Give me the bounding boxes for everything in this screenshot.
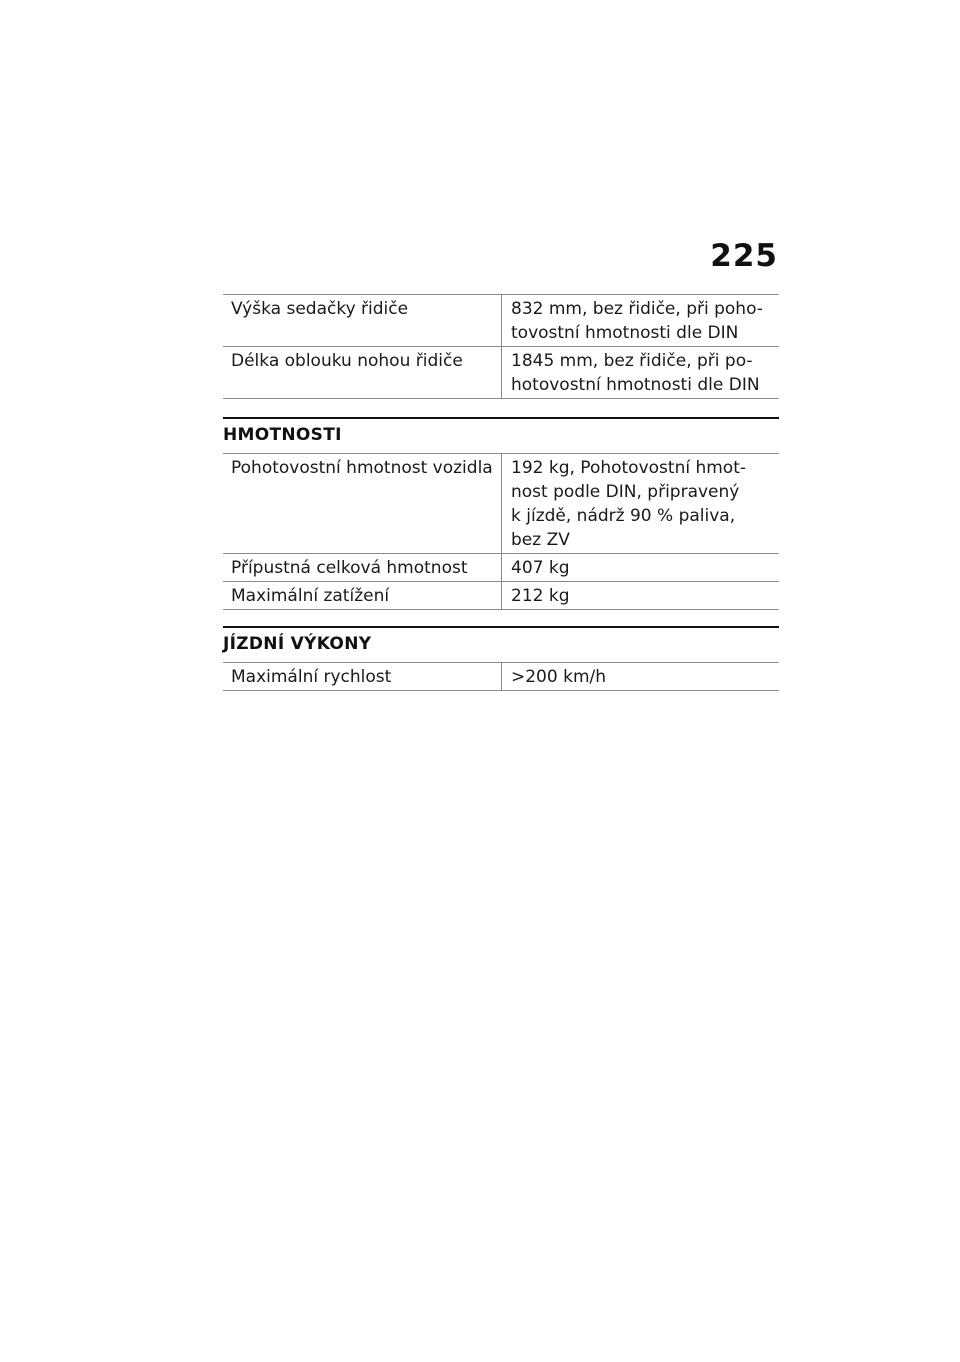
row-label: Maximální rychlost	[223, 663, 502, 691]
table-row	[223, 582, 779, 610]
row-label: Délka oblouku nohou řidiče	[223, 347, 502, 399]
spec-content	[223, 294, 779, 691]
row-value: 1845 mm, bez řidiče, při po- hotovostní hmotnosti dle DIN	[502, 347, 780, 399]
row-value: 832 mm, bez řidiče, při poho- tovostní hmotnosti dle DIN	[502, 295, 780, 347]
table-row	[223, 663, 779, 691]
row-value: 212 kg	[502, 582, 780, 610]
dimensions-table	[223, 294, 779, 399]
table-row	[223, 554, 779, 582]
row-value: 192 kg, Pohotovostní hmot- nost podle DIN, připravený k jízdě, nádrž 90 % paliva, bez ZV	[502, 454, 780, 554]
row-label: Maximální zatížení	[223, 582, 502, 610]
table-row	[223, 347, 779, 399]
table-row	[223, 295, 779, 347]
row-value: >200 km/h	[502, 663, 780, 691]
performance-table	[223, 662, 779, 691]
row-value: 407 kg	[502, 554, 780, 582]
section-heading-weights: HMOTNOSTI	[223, 417, 779, 453]
row-label: Výška sedačky řidiče	[223, 295, 502, 347]
weights-table	[223, 453, 779, 610]
page-number: 225	[710, 238, 778, 274]
table-row	[223, 454, 779, 554]
row-label: Přípustná celková hmotnost	[223, 554, 502, 582]
section-heading-performance: JÍZDNÍ VÝKONY	[223, 626, 779, 662]
row-label: Pohotovostní hmotnost vozidla	[223, 454, 502, 554]
